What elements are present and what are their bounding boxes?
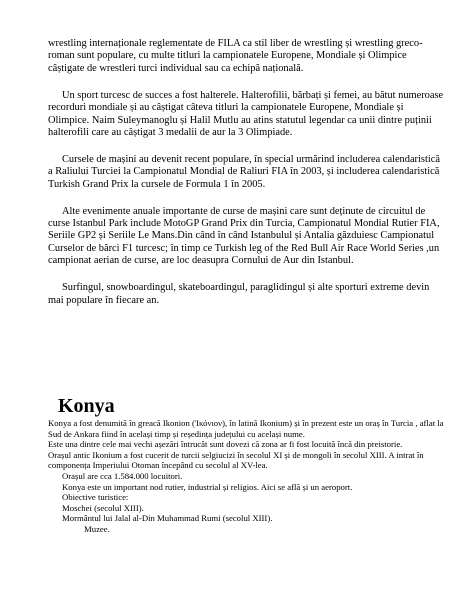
konya-history-1: Este una dintre cele mai vechi așezări întrucât sunt dovezi că zona ar fi fost locuită încă din preistorie. bbox=[48, 439, 403, 450]
konya-attraction-museums: Muzee. bbox=[84, 523, 110, 534]
konya-history-2: Orașul antic Ikonium a fost cucerit de turcii selgiucizi în secolul XI și de mongoli în secolul XIII. A intrat în componența Imperiului Otoman începând cu secolul al XV-lea. bbox=[48, 449, 424, 471]
paragraph-extreme-sports: Surfingul, snowboardingul, skateboardingul, paraglidingul și alte sporturi extreme devin mai populare în fiecare an. bbox=[48, 282, 430, 306]
konya-population: Orașul are cca 1.584.000 locuitori. bbox=[62, 470, 183, 481]
sports-section bbox=[48, 38, 444, 321]
paragraph-annual-events: Alte evenimente anuale importante de curse de mașini care sunt deținute de circuitul de curse Istanbul Park include MotoGP Grand Prix din Turcia, Campionatul Mondial Rutier FIA, Seriile GP2 și Seriile Le Mans.Din când în când Istanbulul și Antalia găzduiesc Campionatul Curselor de bărci F1 turcesc; în timp ce Turkish leg of the Red Bull Air Race World Series ,un campionat aerian de curse, are loc deasupra Cornului de Aur din Istanbul. bbox=[48, 205, 440, 267]
konya-heading: Konya bbox=[58, 395, 115, 417]
konya-transport: Konya este un important nod rutier, industrial și religios. Aici se află și un aeroport. bbox=[62, 481, 353, 492]
konya-intro: Konya a fost denumită în greacă Ikonion (Ἰκόνιον), în latină Ikonium) și în prezent este un oraș în Turcia , aflat la Sud de Ankara fiind în același timp și reședința județului cu același nume. bbox=[48, 418, 444, 439]
paragraph-weightlifting: Un sport turcesc de succes a fost halterele. Halterofilii, bărbați și femei, au bătut numeroase recorduri mondiale și au câștigat câteva titluri la campionatele Europene, Mondiale și Olimpice. Naim Suleymanoglu și Halil Mutlu au atins statutul legendar ca unii dintre puținii halterofili care au câștigat 3 medalii de aur la 3 Olimpiade. bbox=[48, 89, 444, 138]
paragraph-wrestling: wrestling internaționale reglementate de FILA ca stil liber de wrestling și wrestling greco-roman sunt populare, cu multe titluri la campionatele Europene, Mondiale și Olimpice câștigate de wrestleri turci individual sau ca echipă națională. bbox=[48, 38, 423, 74]
konya-attractions-heading: Obiective turistice: bbox=[62, 492, 129, 503]
konya-section bbox=[48, 418, 448, 535]
konya-attraction-rumi-tomb: Mormântul lui Jalal al-Din Muhammad Rumi (secolul XIII). bbox=[62, 513, 273, 524]
konya-attraction-mosques: Moschei (secolul XIII). bbox=[62, 502, 144, 513]
paragraph-car-racing: Cursele de mașini au devenit recent populare, în special urmărind includerea calendaristică a Raliului Turciei la Campionatul Mondial de Raliuri FIA în 2003, și includerea calendaristică Turkish Grand Prix la cursele de Formula 1 în 2005. bbox=[48, 153, 440, 190]
